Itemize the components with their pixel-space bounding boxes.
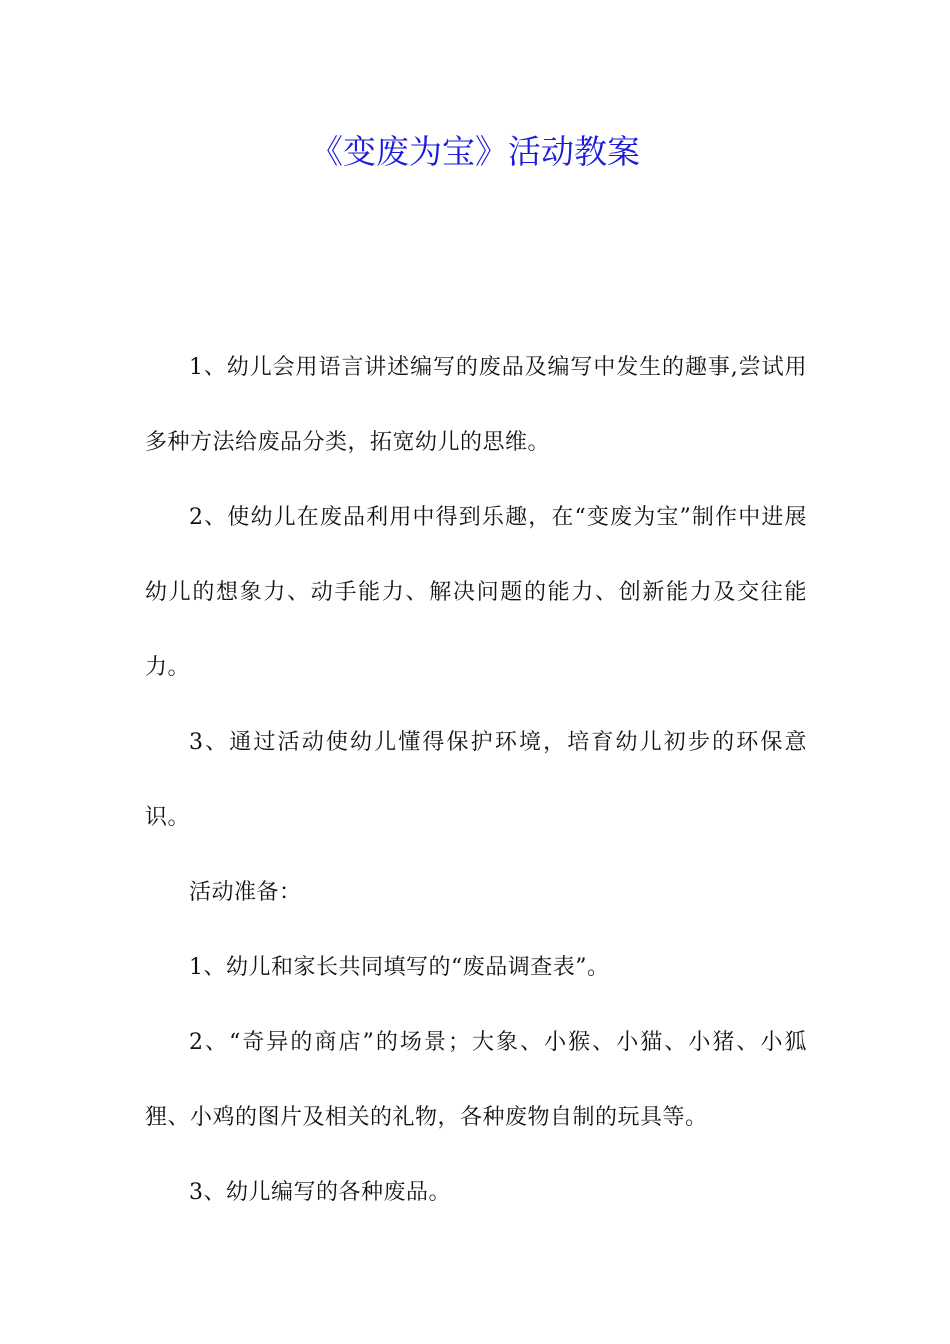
paragraph-preparation-1: 1、幼儿和家长共同填写的“废品调查表”。 — [189, 955, 610, 980]
document-title: 《变废为宝》活动教案 — [310, 132, 640, 171]
document-body — [145, 330, 807, 1230]
paragraph-objective-1: 1、幼儿会用语言讲述编写的废品及编写中发生的趣事,尝试用多种方法给废品分类，拓宽幼儿的思维。 — [145, 355, 807, 455]
paragraph-objective-3: 3、通过活动使幼儿懂得保护环境，培育幼儿初步的环保意识。 — [145, 730, 807, 830]
paragraph-preparation-2: 2、“奇异的商店”的场景；大象、小猴、小猫、小猪、小狐狸、小鸡的图片及相关的礼物，各种废物自制的玩具等。 — [145, 1030, 807, 1130]
paragraph-preparation-3: 3、幼儿编写的各种废品。 — [189, 1180, 451, 1205]
section-heading-preparation: 活动准备： — [189, 880, 302, 905]
paragraph-objective-2: 2、使幼儿在废品利用中得到乐趣，在“变废为宝”制作中进展幼儿的想象力、动手能力、解决问题的能力、创新能力及交往能力。 — [145, 505, 807, 680]
